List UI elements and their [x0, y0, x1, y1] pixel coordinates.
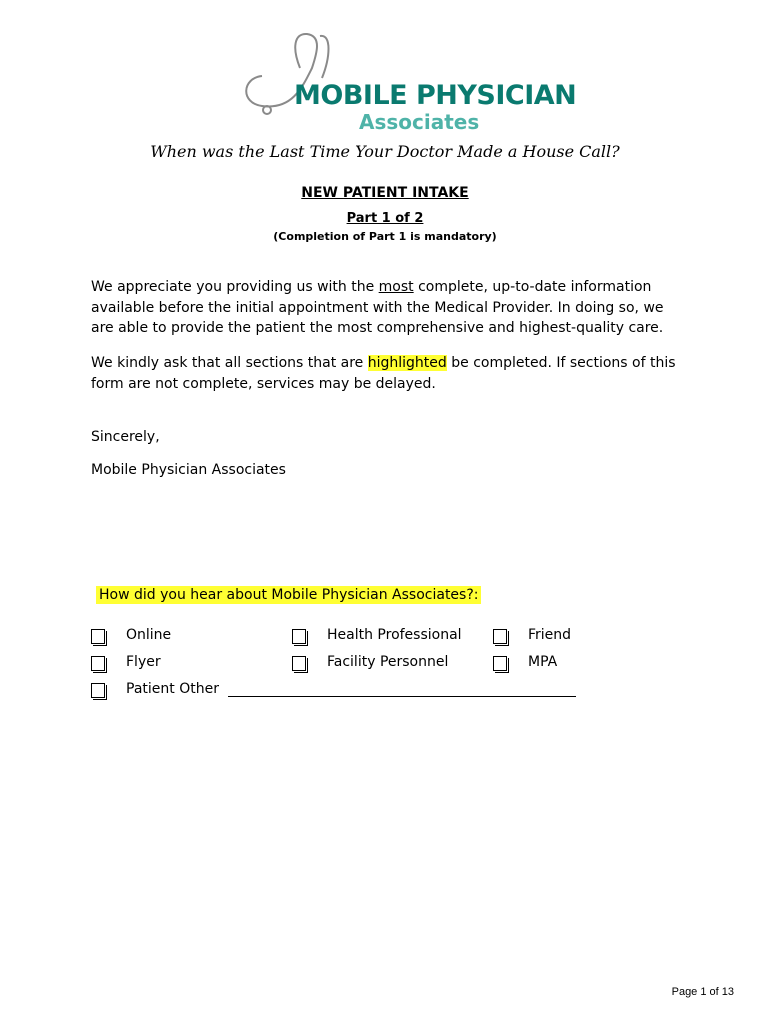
referral-question: How did you hear about Mobile Physician Associates?:: [96, 586, 481, 604]
page-number: Page 1 of 13: [671, 986, 734, 998]
patient-other-field[interactable]: [228, 696, 576, 697]
tagline: When was the Last Time Your Doctor Made a House Call?: [150, 142, 620, 161]
instructions-text-end: be completed. If sections of this form are not complete, services may be delayed.: [91, 355, 676, 392]
friend-label: Friend: [528, 627, 572, 643]
friend-checkbox[interactable]: [493, 629, 507, 644]
mpa-checkbox[interactable]: [493, 656, 507, 671]
form-part-label: Part 1 of 2: [346, 211, 424, 226]
patient-other-label: Patient Other: [126, 681, 219, 697]
intro-text-start: We appreciate you providing us with the: [91, 279, 379, 295]
highlighted-word: highlighted: [367, 355, 447, 371]
logo-wordmark-bottom: Associates: [359, 110, 480, 134]
health-professional-label: Health Professional: [327, 627, 462, 643]
instructions-paragraph: [91, 353, 681, 394]
flyer-checkbox[interactable]: [91, 656, 105, 671]
online-label: Online: [126, 627, 172, 643]
logo-wordmark-top: MOBILE PHYSICIAN: [294, 80, 577, 111]
company-logo: [232, 28, 577, 138]
intro-text-end: complete, up-to-date information available before the initial appointment with the Medical Provider. In doing so, we are able to provide the patient the most comprehensive and highest-quality care.: [91, 279, 664, 336]
mpa-label: MPA: [528, 654, 558, 670]
instructions-text-start: We kindly ask that all sections that are: [91, 355, 368, 371]
patient-other-checkbox[interactable]: [91, 683, 105, 698]
signature: Mobile Physician Associates: [91, 462, 286, 478]
intro-underlined-word: most: [378, 279, 414, 295]
form-title: NEW PATIENT INTAKE: [301, 185, 469, 201]
flyer-label: Flyer: [126, 654, 161, 670]
intro-paragraph: [91, 277, 681, 339]
facility-personnel-label: Facility Personnel: [327, 654, 449, 670]
closing: Sincerely,: [91, 429, 160, 445]
form-part: [0, 211, 770, 226]
mandatory-note: (Completion of Part 1 is mandatory): [273, 230, 497, 243]
online-checkbox[interactable]: [91, 629, 105, 644]
facility-personnel-checkbox[interactable]: [292, 656, 306, 671]
health-professional-checkbox[interactable]: [292, 629, 306, 644]
